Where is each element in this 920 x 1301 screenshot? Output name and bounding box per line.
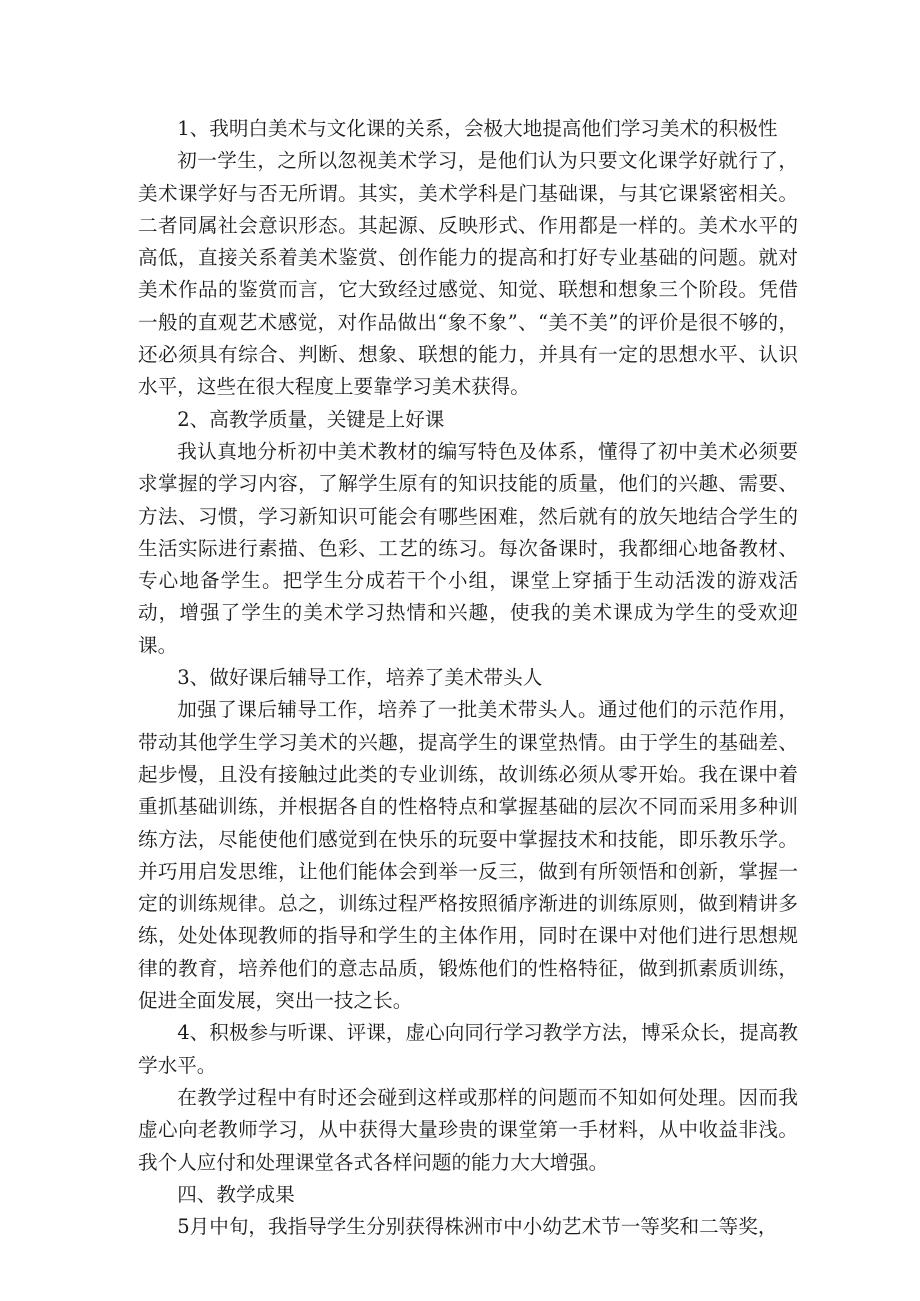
section-heading-4: 4、积极参与听课、评课，虚心向同行学习教学方法，博采众长，提高教学水平。 — [138, 1021, 798, 1077]
paragraph-5: 5月中旬，我指导学生分别获得株洲市中小幼艺术节一等奖和二等奖， — [177, 1215, 778, 1239]
paragraph-2: 我认真地分析初中美术教材的编写特色及体系，懂得了初中美术必须要求掌握的学习内容，了解学生原有的知识技能的质量，他们的兴趣、需要、方法、习惯，学习新知识可能会有哪些困难，然后就有的放矢地结合学生的生活实际进行素描、色彩、工艺的练习。每次备课时，我都细心地备教材、专心地备学生。把学生分成若干个小组，课堂上穿插于生动活泼的游戏活动，增强了学生的美术学习热情和兴趣，使我的美术课成为学生的受欢迎课。 — [138, 439, 798, 657]
paragraph-1: 初一学生，之所以忽视美术学习，是他们认为只要文化课学好就行了，美术课学好与否无所谓。其实，美术学科是门基础课，与其它课紧密相关。二者同属社会意识形态。其起源、反映形式、作用都是一样的。美术水平的高低，直接关系着美术鉴赏、创作能力的提高和打好专业基础的问题。就对美术作品的鉴赏而言，它大致经过感觉、知觉、联想和想象三个阶段。凭借一般的直观艺术感觉，对作品做出“象不象”、“美不美”的评价是很不够的，还必须具有综合、判断、想象、联想的能力，并具有一定的思想水平、认识水平，这些在很大程度上要靠学习美术获得。 — [138, 149, 798, 399]
document-body — [138, 113, 798, 1243]
section-heading-3: 3、做好课后辅导工作，培养了美术带头人 — [177, 666, 543, 690]
section-heading-results: 四、教学成果 — [177, 1182, 295, 1206]
section-heading-1: 1、我明白美术与文化课的关系，会极大地提高他们学习美术的积极性 — [177, 117, 778, 140]
section-heading-2: 2、高教学质量，关键是上好课 — [177, 407, 445, 431]
paragraph-3: 加强了课后辅导工作，培养了一批美术带头人。通过他们的示范作用，带动其他学生学习美术的兴趣，提高学生的课堂热情。由于学生的基础差、起步慢，且没有接触过此类的专业训练，故训练必须从零开始。我在课中着重抓基础训练，并根据各自的性格特点和掌握基础的层次不同而采用多种训练方法，尽能使他们感觉到在快乐的玩耍中掌握技术和技能，即乐教乐学。并巧用启发思维，让他们能体会到举一反三，做到有所领悟和创新，掌握一定的训练规律。总之，训练过程严格按照循序渐进的训练原则，做到精讲多练，处处体现教师的指导和学生的主体作用，同时在课中对他们进行思想规律的教育，培养他们的意志品质，锻炼他们的性格特征，做到抓素质训练，促进全面发展，突出一技之长。 — [138, 698, 798, 1013]
paragraph-4: 在教学过程中有时还会碰到这样或那样的问题而不知如何处理。因而我虚心向老教师学习，从中获得大量珍贵的课堂第一手材料，从中收益非浅。我个人应付和处理课堂各式各样问题的能力大大增强。 — [138, 1085, 798, 1174]
